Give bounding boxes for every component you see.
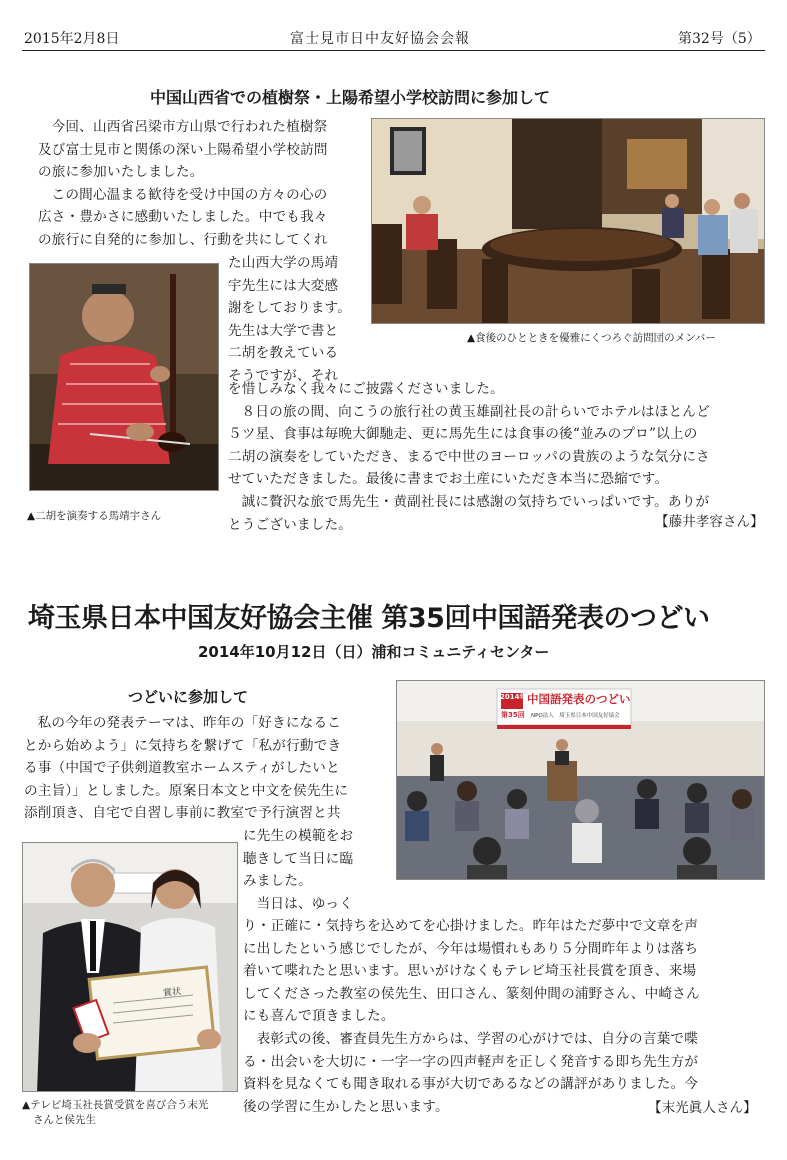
article2-line: とから始めよう」に気持ちを繋げて「私が行動でき — [24, 737, 342, 754]
article2-line: 当日は、ゆっく — [256, 895, 354, 912]
article1-line: 宇先生には大変感 — [228, 277, 339, 294]
award-photo-caption-line1: ▲テレビ埼玉社長賞受賞を喜び合う末光 — [22, 1099, 209, 1111]
article2-signature: 【末光眞人さん】 — [648, 1100, 757, 1116]
article2-line: 表彰式の後、審査員先生方からは、学習の心がけでは、自分の言葉で喋 — [256, 1030, 698, 1047]
banner-org: NPO法人 埼玉県日本中国友好協会 — [531, 713, 620, 719]
article2-line: に出したという感じでしたが、今年は場慣れもあり５分間昨年よりは落ち — [243, 940, 699, 957]
article1-line: の旅行に自発的に参加し、行動を共にしてくれ — [38, 231, 328, 248]
article1-line: 広さ・豊かさに感動いたしました。中でも我々 — [38, 209, 328, 226]
article2-line: 添削頂き、自宅で自習し事前に教室で予行演習と共 — [24, 805, 341, 822]
article1-line: ８日の旅の間、向こうの旅行社の黄玉雄副社長の計らいでホテルはほとんど — [241, 403, 710, 420]
award-photo-caption-line2: さんと侯先生 — [33, 1114, 96, 1126]
banner-count: 第35回 — [501, 711, 525, 719]
article2-line: に先生の模範をお — [243, 828, 354, 844]
header-rule — [22, 50, 765, 51]
issue-number: 第32号（5） — [678, 31, 761, 47]
article2-line: 聴きして当日に臨 — [243, 850, 354, 867]
dining-photo-image — [372, 119, 765, 324]
article2-line: る・出会いを大切に・一字一字の四声軽声を正しく発音する即ち先生方が — [243, 1053, 699, 1070]
article1-line: そうですが、それ — [228, 367, 339, 384]
article2-line: みました。 — [243, 873, 312, 890]
article2-line: 私の今年の発表テーマは、昨年の「好きになるこ — [37, 715, 342, 731]
dining-photo-caption: ▲食後のひとときを優雅にくつろぐ訪問団のメンバー — [467, 332, 716, 344]
erhu-photo-image — [30, 264, 219, 491]
banner-year: 2014年 — [500, 693, 527, 701]
article1-line: た山西大学の馬靖 — [228, 255, 339, 271]
article1-line: 今回、山西省呂梁市方山県で行われた植樹祭 — [51, 119, 328, 135]
article2-line: り・正確に・気持ちを込めてを心掛けました。昨年はただ夢中で文章を声 — [243, 918, 699, 934]
article1-signature: 【藤井孝容さん】 — [655, 514, 764, 530]
article1-line: ５ツ星、食事は毎晩大御馳走、更に馬先生には食事の後“並みのプロ”以上の — [228, 426, 698, 443]
newsletter-name: 富士見市日中友好協会会報 — [290, 31, 470, 47]
article2-body-top — [24, 712, 394, 825]
contest-hall-photo — [396, 680, 765, 880]
article2-line: 着いて喋れたと思います。思いがけなくもテレビ埼玉社長賞を頂き、来場 — [243, 963, 697, 980]
article2-body-narrow — [243, 825, 393, 915]
article2-line: の主旨）」としました。原案日本文と中文を侯先生に — [24, 782, 349, 799]
certificate-title: 賞状 — [162, 987, 182, 999]
article2-line: 資料を見なくても聞き取れる事が大切であるなどの講評がありました。今 — [243, 1076, 699, 1093]
article2-line: 後の学習に生かしたと思います。 — [243, 1098, 449, 1115]
article1-line: の旅に参加いたしました。 — [38, 164, 204, 181]
article1-line: せていただきました。最後に書までお土産にいただき本当に恐縮です。 — [228, 471, 669, 488]
article1-body-narrow — [228, 252, 368, 388]
article2-section-title: つどいに参加して — [128, 688, 249, 706]
article1-line: 二胡の演奏をしていただき、まるで中世のヨーロッパの貴族のような気分にさ — [228, 448, 710, 465]
article2-line: してくださった教室の侯先生、田口さん、篆刻仲間の浦野さん、中崎さん — [243, 985, 700, 1002]
article1-line: この間心温まる歓待を受け中国の方々の心の — [51, 186, 328, 203]
article1-line: 二胡を教えている — [228, 345, 339, 362]
banner-title: 中国語発表のつどい — [527, 692, 631, 706]
erhu-photo — [29, 263, 219, 491]
issue-date: 2015年2月8日 — [24, 31, 120, 47]
award-photo — [22, 842, 238, 1092]
article1-body-top — [38, 116, 368, 252]
article2-body-bottom — [243, 915, 768, 1118]
article1-title: 中国山西省での植樹祭・上陽希望小学校訪問に参加して — [150, 88, 551, 107]
award-photo-image — [23, 843, 238, 1092]
article1-line: 謝をしております。 — [228, 300, 352, 317]
article2-subheadline: 2014年10月12日（日）浦和コミュニティセンター — [198, 643, 550, 661]
article1-line: 誠に贅沢な旅で馬先生・黄副社長には感謝の気持ちでいっぱいです。ありが — [241, 493, 710, 510]
article2-line: る事（中国で子供剣道教室ホームスティがしたいと — [24, 760, 340, 777]
article2-headline: 埼玉県日本中国友好協会主催 第35回中国語発表のつどい — [28, 603, 710, 634]
dining-photo — [371, 118, 765, 324]
article1-line: 先生は大学で書と — [228, 322, 339, 339]
erhu-photo-caption: ▲二胡を演奏する馬靖宇さん — [27, 510, 162, 522]
article1-line: とうございました。 — [228, 516, 353, 533]
article1-line: 及び富士見市と関係の深い上陽希望小学校訪問 — [38, 141, 328, 158]
article2-line: にも喜んで頂きました。 — [243, 1008, 395, 1025]
article1-line: を惜しみなく我々にご披露くださいました。 — [228, 381, 504, 397]
